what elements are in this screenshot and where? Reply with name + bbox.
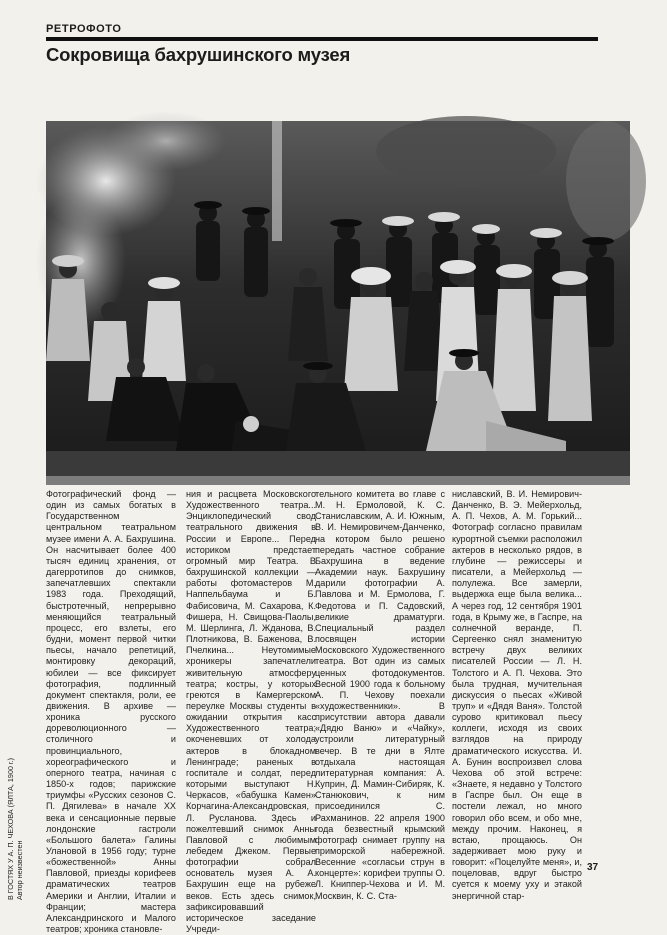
text-column-4 bbox=[452, 489, 582, 901]
text-column-3 bbox=[315, 489, 446, 901]
caption-title: В ГОСТЯХ У А. П. ЧЕХОВА (ЯЛТА, 1900 г.) bbox=[6, 758, 15, 900]
column-text: Фотографический фонд — один из самых богатых в Государственном центральном театральном музее имени А. А. Бахрушина. Он насчитывает более 400 тысяч единиц хранения, от дагерротипов до снимков, запечатлевших спектакли 1983 года. Преходящий, быстротечный, непрерывно меняющийся театральный процесс, его взлеты, его будни, момент первой читки пьесы, начало репетиций, монтировку декораций, юбилеи — все фиксирует фотография, подлинный документ спектакля, роли, ее движения. В архиве — хроника русского дореволюционного — столичного и провинциального, хореографического и оперного театра, начиная с 1850-х годов; парижские триумфы «Русских сезонов С. П. Дягилева» в начале XX века и сенсационные первые лондонские гастроли «Большого балета» Галины Улановой в 1956 году; турне «божественной» Анны Павловой, приезды корифеев драматических театров Америки и Англии, Италии и Франции; мастера Александринского и Малого театров; хроника становле- bbox=[46, 489, 176, 935]
group-photograph bbox=[46, 121, 630, 485]
caption-author: Автор неизвестен bbox=[15, 840, 24, 900]
text-column-2 bbox=[186, 489, 316, 935]
section-rubric: РЕТРОФОТО bbox=[46, 23, 122, 35]
header-rule bbox=[46, 37, 598, 41]
photo-caption bbox=[6, 690, 24, 900]
column-text: ниславский, В. И. Немирович-Данченко, В. Э. Мейерхольд, А. П. Чехов, А. М. Горький... Фотограф согласно правилам курортной съемки расположил актеров в несколько рядов, в глубине — режиссеры и писатели, а Мейерхольд — полулежа. Все замерли, выдержка еще была велика... А через год, 12 сентября 1901 года, в Крыму же, в Гаспре, на солнечной веранде, П. Сергеенко снял знаменитую встречу двух великих писателей России — Л. Н. Толстого и А. П. Чехова. Это была трудная, мучительная дискуссия о пьесах «Живой труп» и «Дядя Ваня». Толстой сурово критиковал пьесу коллеги, исходя из своих взглядов на природу драматического искусства. И. А. Бунин воспроизвел слова Чехова об этой встрече: «Знаете, я недавно у Толстого в Гаспре был. Он еще в постели лежал, но много говорил обо всем, и обо мне, между прочим. Наконец, я встаю, прощаюсь. Он задерживает мою руку и говорит: «Поцелуйте меня», и, поцеловав, вдруг быстро суется к моему уху и этакой энергичной стар- bbox=[452, 489, 582, 901]
column-text: ния и расцвета Московского Художественного театра... Энциклопедический свод театрального движения в России и Европе... Перед историком предстает огромный мир Театра. В бахрушинской коллекции — работы фотомастеров М. Наппельбаума и Б. Фабисовича, М. Сахарова, К. Фишера, Н. Свищова-Паолы, М. Шерлинга, Л. Жданова, В. Плотникова, В. Баженова, В. Пчелкина... Неутомимые хроникеры запечатлели живительную атмосферу театра; костры, у которых греются в Камергерском переулке Москвы студенты в ожидании открытия касс Художественного театра; окоченевших от холода актеров в блокадном Ленинграде; раненых в госпитале и солдат, перед которыми выступают Н. Черкасов, «бабушка Камен» Корчагина-Александровская, Л. Русланова. Здесь и пожелтевший снимок Анны Павловой с любимым лебедем Джеком. Первые фотографии собрал основатель музея А. А. Бахрушин еще на рубеже веков. Есть здесь снимок, зафиксировавший историческое заседание Учреди- bbox=[186, 489, 316, 935]
article-title: Сокровища бахрушинского музея bbox=[46, 44, 351, 65]
text-column-1 bbox=[46, 489, 176, 935]
page-number: 37 bbox=[587, 862, 599, 873]
column-text: тельного комитета во главе с М. Н. Ермоловой, К. С. Станиславским, А. И. Южным, В. И. Немировичем-Данченко, на котором было решено передать частное собрание Бахрушина в ведение Академии наук. Бахрушину дарили фотографии А. Павлова и М. Ермолова, Г. Федотова и П. Садовский, великие драматурги. Специальный раздел посвящен истории Московского Художественного театра. Вот один из самых ценных фотодокументов. Весной 1900 года к больному А. П. Чехову поехали «художественники». В присутствии автора давали «Дядю Ваню» и «Чайку», устроили литературный вечер. В те дни в Ялте отдыхала настоящая литературная компания: А. Куприн, Д. Мамин-Сибиряк, К. Станюкович, к ним присоединился С. Рахманинов. 22 апреля 1900 года безвестный крымский фотограф снимает группу на приморской набережной. Весенние «согласьи струн в концерте»: корифеи труппы О. Л. Книппер-Чехова и И. М. Москвин, К. С. Ста- bbox=[315, 489, 446, 901]
